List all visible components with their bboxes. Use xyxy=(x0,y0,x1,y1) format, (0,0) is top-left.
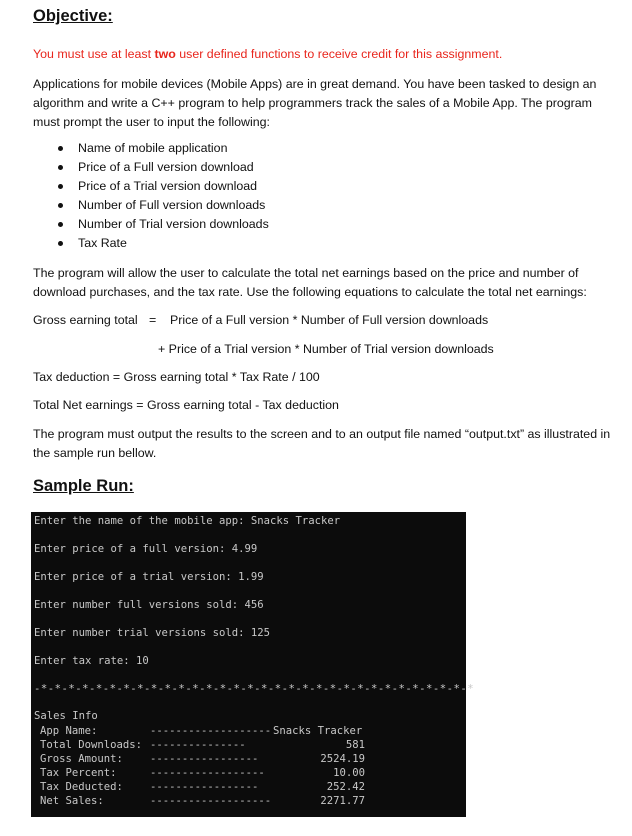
info-label: App Name: xyxy=(40,725,98,737)
bullet-icon xyxy=(58,184,63,189)
output-paragraph: The program must output the results to the screen and to an output file named “output.txt” as illustrated in the sample run bellow. xyxy=(33,427,611,460)
info-dashes: ------------------- xyxy=(150,795,272,807)
requirement-suffix: user defined functions to receive credit for this assignment. xyxy=(175,47,503,61)
info-label: Net Sales: xyxy=(40,795,104,807)
info-row-app-name xyxy=(40,725,370,739)
requirement-note xyxy=(33,45,618,64)
info-dashes: ----------------- xyxy=(150,753,259,765)
info-dashes: ----------------- xyxy=(150,781,259,793)
info-dashes: --------------- xyxy=(150,739,246,751)
console-prompt-trial-count: Enter number trial versions sold: 125 xyxy=(34,627,270,639)
input-list xyxy=(58,139,269,253)
list-item-label: Name of mobile application xyxy=(78,141,228,155)
info-label: Tax Deducted: xyxy=(40,781,123,793)
sample-run-heading: Sample Run: xyxy=(33,477,134,495)
info-dashes: ------------------ xyxy=(150,767,265,779)
net-earnings-formula: Total Net earnings = Gross earning total - Tax deduction xyxy=(33,398,339,412)
info-label: Gross Amount: xyxy=(40,753,123,765)
info-row-net-sales xyxy=(40,795,370,809)
sales-info-title: Sales Info xyxy=(34,710,98,722)
list-item-label: Number of Trial version downloads xyxy=(78,217,269,231)
console-window xyxy=(31,512,475,817)
info-label: Total Downloads: xyxy=(40,739,143,751)
console-prompt-full-count: Enter number full versions sold: 456 xyxy=(34,599,264,611)
console-prompt-tax-rate: Enter tax rate: 10 xyxy=(34,655,149,667)
gross-equals: = xyxy=(149,313,157,327)
tax-deduction-formula: Tax deduction = Gross earning total * Tax Rate / 100 xyxy=(33,370,320,384)
bullet-icon xyxy=(58,203,63,208)
list-item-label: Number of Full version downloads xyxy=(78,198,266,212)
requirement-bold: two xyxy=(154,47,176,61)
requirement-prefix: You must use at least xyxy=(33,47,155,61)
info-dashes: ------------------- xyxy=(150,725,272,737)
list-item-label: Price of a Trial version download xyxy=(78,179,258,193)
objective-heading: Objective: xyxy=(33,7,113,25)
list-item-label: Price of a Full version download xyxy=(78,160,254,174)
info-value: 252.42 xyxy=(326,781,365,793)
console-prompt-full-price: Enter price of a full version: 4.99 xyxy=(34,543,258,555)
console-prompt-trial-price: Enter price of a trial version: 1.99 xyxy=(34,571,264,583)
gross-formula-line2: + Price of a Trial version * Number of Trial version downloads xyxy=(158,342,494,356)
info-value: 2524.19 xyxy=(320,753,365,765)
list-item xyxy=(58,158,269,177)
list-item xyxy=(58,234,269,253)
list-item-label: Tax Rate xyxy=(78,236,127,250)
bullet-icon xyxy=(58,146,63,151)
calc-paragraph: The program will allow the user to calculate the total net earnings based on the price and number of download purchases, and the tax rate. Use the following equations to calculate the total net earnings: xyxy=(33,266,587,299)
intro-paragraph: Applications for mobile devices (Mobile Apps) are in great demand. You have been tasked to design an algorithm and write a C++ program to help programmers track the sales of a Mobile App. The program must prompt the user to input the following: xyxy=(33,77,597,129)
gross-label: Gross earning total xyxy=(33,313,138,327)
bullet-icon xyxy=(58,222,63,227)
gross-formula-line1: Price of a Full version * Number of Full version downloads xyxy=(170,313,489,327)
info-row-total-downloads xyxy=(40,739,370,753)
info-row-gross-amount xyxy=(40,753,370,767)
info-value: 2271.77 xyxy=(320,795,365,807)
list-item xyxy=(58,177,269,196)
info-label: Tax Percent: xyxy=(40,767,117,779)
info-row-tax-percent xyxy=(40,767,370,781)
bullet-icon xyxy=(58,241,63,246)
info-value: 581 xyxy=(345,739,365,751)
console-prompt-app-name: Enter the name of the mobile app: Snacks Tracker xyxy=(34,515,341,527)
info-row-tax-deducted xyxy=(40,781,370,795)
list-item xyxy=(58,215,269,234)
bullet-icon xyxy=(58,165,63,170)
list-item xyxy=(58,196,269,215)
console-separator: -*-*-*-*-*-*-*-*-*-*-*-*-*-*-*-*-*-*-*-*-*-*-*-*-*-*-*-*-*-*-*-* xyxy=(34,683,475,695)
info-value: 10.00 xyxy=(333,767,365,779)
info-value: Snacks Tracker xyxy=(273,725,363,737)
list-item xyxy=(58,139,269,158)
